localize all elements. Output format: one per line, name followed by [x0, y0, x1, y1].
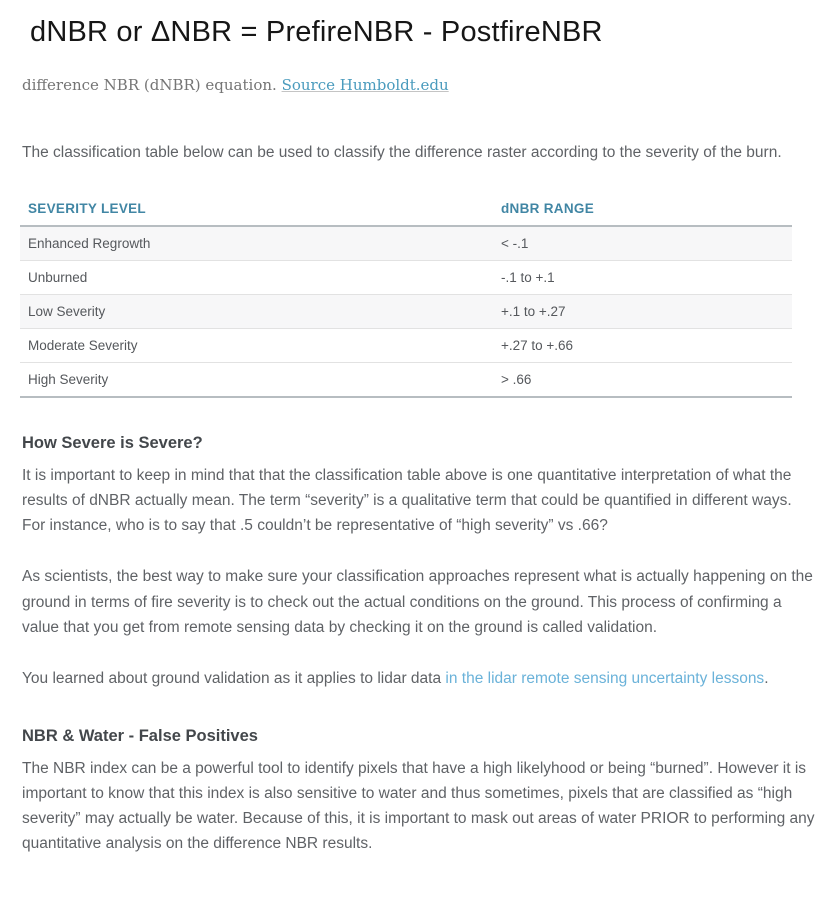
severity-level-cell: Moderate Severity — [28, 338, 138, 354]
severity-level-cell: Low Severity — [28, 304, 106, 320]
table-row — [20, 363, 792, 398]
severity-paragraph-2: As scientists, the best way to make sure your classification approaches represent what is actually happening on the ground in terms of fire severity is to check out the actual conditions on the ground. This process of confirming a value that you get from remote sensing data by checking it on the ground is called validation. — [22, 568, 813, 636]
section-heading-nbr-water: NBR & Water - False Positives — [22, 726, 258, 745]
dnbr-range-cell: -.1 to +.1 — [501, 270, 555, 286]
table-row — [20, 226, 792, 261]
severity-level-cell: Enhanced Regrowth — [28, 236, 151, 252]
severity-level-cell: Unburned — [28, 270, 88, 286]
validation-paragraph — [22, 666, 818, 691]
dnbr-range-cell: < -.1 — [501, 236, 529, 252]
validation-text: You learned about ground validation as it applies to lidar data — [22, 669, 446, 687]
severity-paragraph-1: It is important to keep in mind that that the classification table above is one quantitative interpretation of what the results of dNBR actually mean. The term “severity” is a qualitative term that could be quantified in different ways. For instance, who is to say that .5 couldn’t be representative of “high severity” vs .66? — [22, 467, 792, 535]
column-header-dnbr-range: dNBR RANGE — [493, 191, 792, 226]
table-row — [20, 329, 792, 363]
severity-level-cell: High Severity — [28, 372, 109, 388]
table-row — [20, 261, 792, 295]
table-row — [20, 295, 792, 329]
lidar-lessons-link[interactable]: in the lidar remote sensing uncertainty lessons — [445, 669, 765, 687]
page-title: dNBR or ΔNBR = PrefireNBR - PostfireNBR — [30, 16, 603, 48]
column-header-severity-level: SEVERITY LEVEL — [20, 191, 493, 226]
dnbr-range-cell: > .66 — [501, 372, 532, 388]
water-paragraph: The NBR index can be a powerful tool to identify pixels that have a high likelyhood or being “burned”. However it is important to know that this index is also sensitive to water and thus sometimes, pixels that are classified as “high severity” may actually be water. Because of this, it is important to mask out areas of water PRIOR to performing any quantitative analysis on the difference NBR results. — [22, 759, 815, 853]
dnbr-range-cell: +.27 to +.66 — [501, 338, 574, 354]
table-header-row — [20, 191, 792, 226]
dnbr-range-cell: +.1 to +.27 — [501, 304, 566, 320]
classification-table — [20, 191, 792, 398]
source-link[interactable]: Source Humboldt.edu — [281, 76, 449, 94]
caption-text: difference NBR (dNBR) equation. — [22, 76, 277, 94]
validation-text-end: . — [764, 669, 769, 687]
section-heading-how-severe: How Severe is Severe? — [22, 434, 203, 453]
figure-caption — [22, 76, 818, 94]
intro-paragraph: The classification table below can be used to classify the difference raster according to the severity of the burn. — [22, 144, 782, 161]
